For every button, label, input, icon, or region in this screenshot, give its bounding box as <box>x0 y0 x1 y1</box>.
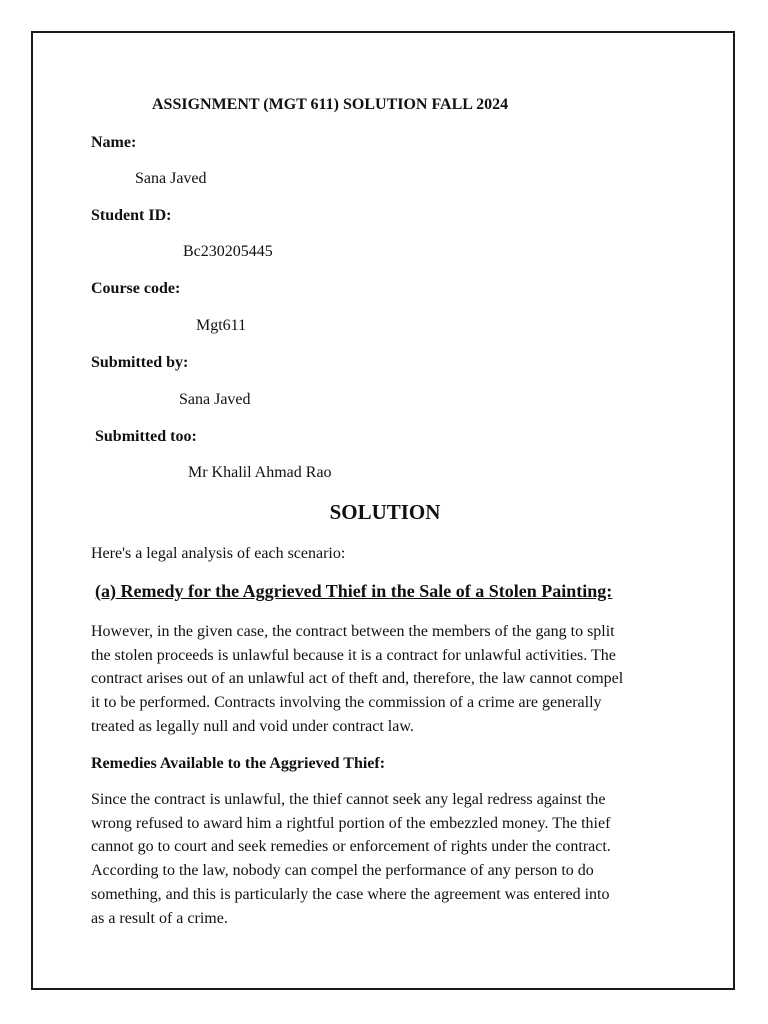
paragraph-line: as a result of a crime. <box>91 909 228 927</box>
course-code-label: Course code: <box>91 280 181 297</box>
submitted-to-label: Submitted too: <box>95 428 197 445</box>
paragraph-line: the stolen proceeds is unlawful because it is a contract for unlawful activities. The <box>91 646 616 664</box>
submitted-to-value: Mr Khalil Ahmad Rao <box>188 464 332 481</box>
document-title: ASSIGNMENT (MGT 611) SOLUTION FALL 2024 <box>152 96 509 113</box>
intro-text: Here's a legal analysis of each scenario: <box>91 545 346 562</box>
paragraph-line: contract arises out of an unlawful act of theft and, therefore, the law cannot compel <box>91 670 624 688</box>
paragraph-line: it to be performed. Contracts involving the commission of a crime are generally <box>91 694 602 712</box>
paragraph-line: Since the contract is unlawful, the thief cannot seek any legal redress against the <box>91 791 606 808</box>
paragraph-line: wrong refused to award him a rightful portion of the embezzled money. The thief <box>91 814 611 832</box>
submitted-by-label: Submitted by: <box>91 354 189 371</box>
name-label: Name: <box>91 134 137 151</box>
student-id-value: Bc230205445 <box>183 243 273 260</box>
submitted-by-value: Sana Javed <box>179 391 251 408</box>
course-code-value: Mgt611 <box>196 317 247 334</box>
paragraph-line: cannot go to court and seek remedies or enforcement of rights under the contract. <box>91 838 611 856</box>
name-value: Sana Javed <box>135 170 207 187</box>
paragraph-line: something, and this is particularly the case where the agreement was entered into <box>91 885 610 903</box>
remedies-subheading: Remedies Available to the Aggrieved Thief: <box>91 755 386 772</box>
paragraph-line: treated as legally null and void under contract law. <box>91 717 414 735</box>
paragraph-line: According to the law, nobody can compel the performance of any person to do <box>91 862 594 880</box>
section-a-paragraph <box>91 620 691 739</box>
paragraph-line: However, in the given case, the contract between the members of the gang to split <box>91 623 615 640</box>
solution-heading: SOLUTION <box>329 500 441 524</box>
remedies-paragraph <box>91 788 691 930</box>
section-a-heading: (a) Remedy for the Aggrieved Thief in the Sale of a Stolen Painting: <box>95 581 613 601</box>
student-id-label: Student ID: <box>91 207 172 224</box>
